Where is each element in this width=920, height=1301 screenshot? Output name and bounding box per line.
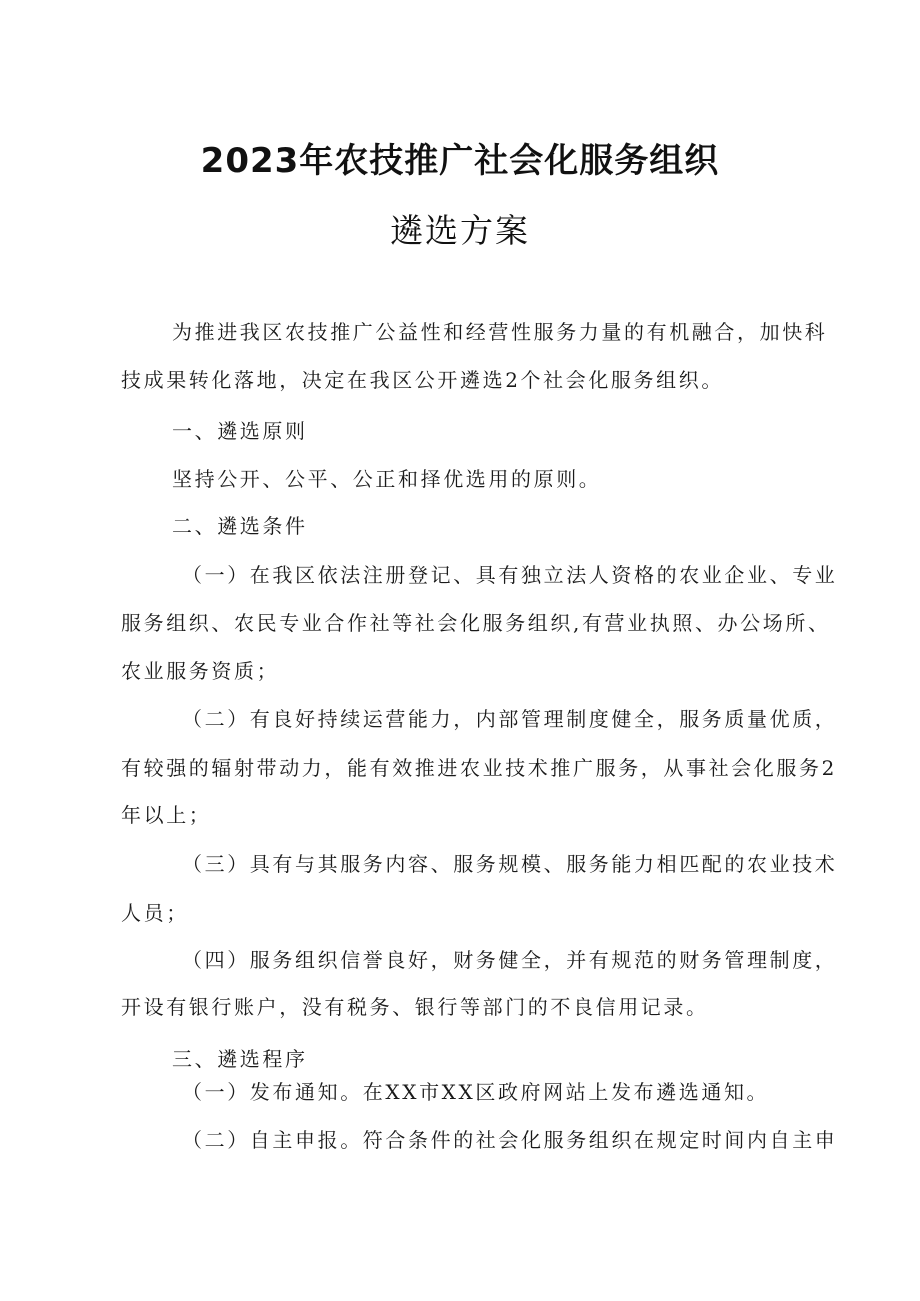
condition-1-line-3: 农业服务资质； bbox=[121, 659, 280, 683]
section-heading-1: 一、遴选原则 bbox=[172, 419, 308, 443]
condition-3-line-2: 人员； bbox=[121, 901, 189, 925]
condition-2-line-2: 有较强的辐射带动力，能有效推进农业技术推广服务，从事社会化服务2 bbox=[121, 756, 837, 780]
procedure-2-line-1: （二）自主申报。符合条件的社会化服务组织在规定时间内自主申 bbox=[182, 1128, 838, 1152]
condition-1-line-2: 服务组织、农民专业合作社等社会化服务组织,有营业执照、办公场所、 bbox=[121, 611, 831, 635]
condition-4-line-2: 开设有银行账户，没有税务、银行等部门的不良信用记录。 bbox=[121, 995, 709, 1019]
section-heading-2: 二、遴选条件 bbox=[172, 514, 308, 538]
paragraph-intro-line-1: 为推进我区农技推广公益性和经营性服务力量的有机融合，加快科 bbox=[172, 320, 828, 344]
condition-1-line-1: （一）在我区依法注册登记、具有独立法人资格的农业企业、专业 bbox=[182, 563, 838, 587]
condition-2-line-3: 年以上； bbox=[121, 803, 212, 827]
condition-3-line-1: （三）具有与其服务内容、服务规模、服务能力相匹配的农业技术 bbox=[182, 852, 838, 876]
condition-4-line-1: （四）服务组织信誉良好，财务健全，并有规范的财务管理制度， bbox=[182, 948, 838, 972]
procedure-1: （一）发布通知。在XX市XX区政府网站上发布遴选通知。 bbox=[182, 1080, 770, 1104]
condition-2-line-1: （二）有良好持续运营能力，内部管理制度健全，服务质量优质， bbox=[182, 707, 838, 731]
document-title-line-1: 2023年农技推广社会化服务组织 bbox=[200, 141, 720, 181]
paragraph-intro-line-2: 技成果转化落地，决定在我区公开遴选2个社会化服务组织。 bbox=[121, 368, 724, 392]
section-heading-3: 三、遴选程序 bbox=[172, 1047, 308, 1071]
paragraph-principle: 坚持公开、公平、公正和择优选用的原则。 bbox=[172, 467, 602, 491]
document-title-line-2: 遴选方案 bbox=[390, 211, 530, 250]
